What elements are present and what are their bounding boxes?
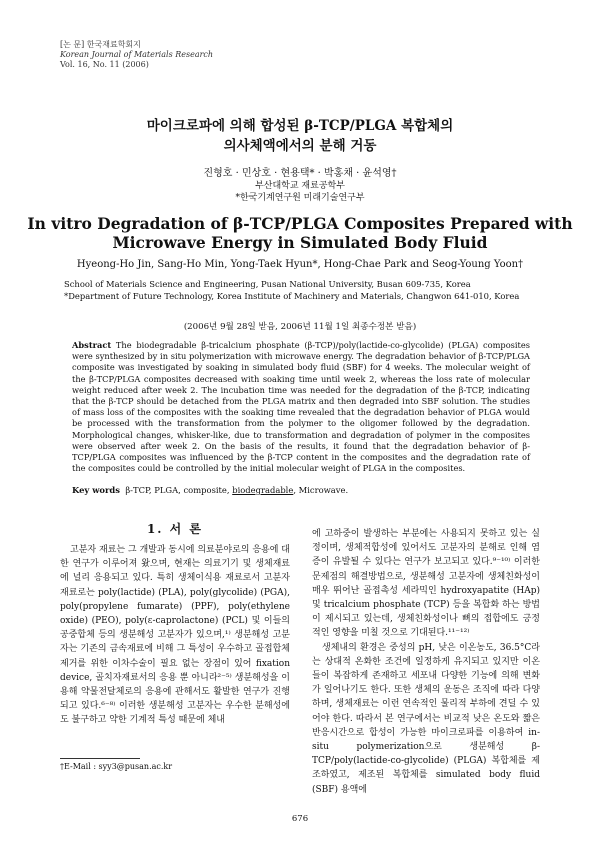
korean-affiliation-2: *한국기계연구원 미래기술연구부 [235,193,365,203]
english-title [0,214,600,252]
english-title-line-2: Microwave Energy in Simulated Body Fluid [112,233,488,252]
abstract-label: Abstract [72,340,112,350]
keyword-biodegradable: biodegradable [232,485,294,495]
page-number: 676 [291,814,309,824]
right-paragraph-2: 생체내의 환경은 중성의 pH, 낮은 이온농도, 36.5°C라는 상대적 온화한 조건에 일정하게 유지되고 있지만 이온들이 복잡하게 존재하고 세포내 다양한 기능에 의해 변화가 일어나기도 한다. 또한 생체의 운동은 조직에 따라 다양하며, 생체재료는 이런 연속적인 물리적 부하에 견딜 수 있어야 한다. 따라서 본 연구에서는 비교적 낮은 온도와 짧은 반응시간으로 합성이 가능한 마이크로파를 이용하여 in-situ polymerization으로 생분해성 β-TCP/poly(lactide-co-glycolide) (PLGA) 복합체를 제조하였고, 제조된 복합체를 simulated body fluid (SBF) 용액에 [312,642,540,795]
korean-affiliation-1: 부산대학교 재료공학부 [255,181,345,191]
abstract-text: The biodegradable β-tricalcium phosphate (β-TCP)/poly(lactide-co-glycolide) (PLGA) composites were synthesized by in situ polymerization with microwave energy. The degradation behavior of β-TCP/PLGA composite was investigated by soaking in simulated body fluid (SBF) for 4 weeks. The molecular weight of the β-TCP/PLGA composites decreased with soaking time until week 2, whereas the loss rate of molecular weight reduced after week 2. The incubation time was needed for the degradation of the β-TCP, indicating that the β-TCP should be detached from the PLGA matrix and then degraded into SBF solution. The studies of mass loss of the composites with the soaking time revealed that the degradation behavior of PLGA would be processed with the transformation from the polymer to the oligomer followed by the degradation. Morphological changes, whisker-like, due to transformation and degradation of polymer in the composites were observed after week 2. On the basis of the results, it found that the degradation behavior of β-TCP/PLGA composites was influenced by the β-TCP content in the composites and the degradation rate of the composites could be controlled by the initial molecular weight of PLGA in the composites. [72,340,530,474]
journal-line-2: Korean Journal of Materials Research [60,50,214,59]
korean-title-line-1: 마이크로파에 의해 합성된 β-TCP/PLGA 복합체의 [146,118,454,134]
journal-line-3: Vol. 16, No. 11 (2006) [60,60,149,69]
english-affiliations [64,278,540,302]
keywords-before: β-TCP, PLGA, composite, [125,485,233,495]
corresponding-email-footnote: †E-Mail : syy3@pusan.ac.kr [60,762,173,771]
section-title-introduction: 1. 서 론 [146,522,204,536]
korean-authors: 진형호 · 민상호 · 현용택* · 박홍채 · 윤석영† [203,168,397,179]
keywords [72,485,348,495]
english-title-line-1: In vitro Degradation of β-TCP/PLGA Composites Prepared with [27,214,573,233]
journal-header [60,40,213,70]
journal-line-1: [논 문] 한국재료학회지 [60,40,141,49]
left-paragraph-1: 고분자 재료는 그 개발과 동시에 의료분야로의 응용에 대한 연구가 이루어져 왔으며, 현재는 의료기기 및 생체재료에 널리 응용되고 있다. 특히 생체이식용 재료로서 고분자 재료로는 poly(lactide) (PLA), poly(glycolide) (PGA), poly(propylene fumarate) (PPF), poly(ethylene oxide) (PEO), poly(ε-caprolactone) (PCL) 및 이들의 공중합체 등의 생분해성 고분자가 있으며,¹⁾ 생분해성 고분자는 기존의 금속재료에 비해 그 특성이 우수하고 골접합체 제거를 위한 이차수술이 필요 없는 장점이 있어 fixation device, 골치자재료서의 응용 뿐 아니라²⁻⁵⁾ 생분해성을 이용해 약물전달체로의 응용에 관해서도 활발한 연구가 진행되고 있다.⁶⁻⁸⁾ 이러한 생분해성 고분자는 우수한 분해성에도 불구하고 약한 기계적 특성 때문에 체내 [60,545,290,726]
received-dates: (2006년 9월 28일 받음, 2006년 11월 1일 최종수정본 받음) [183,322,417,332]
keywords-label: Key words [72,485,120,495]
abstract [72,340,530,474]
korean-affiliations [0,180,600,204]
footnote-divider [60,758,140,759]
english-affiliation-1: School of Materials Science and Engineering, Pusan National University, Busan 609-735, Korea [64,279,471,289]
left-column [60,543,290,728]
right-paragraph-1: 에 고하중이 발생하는 부분에는 사용되지 못하고 있는 실정이며, 생체적합성에 있어서도 고분자의 분해로 인해 염증이 유발될 수 있다는 연구가 보고되고 있다.⁹⁻¹⁰⁾ 이러한 문제점의 해결방법으로, 생분해성 고분자에 생체친화성이 매우 뛰어난 골접촉성 세라믹인 hydroxyapatite (HAp) 및 tricalcium phosphate (TCP) 등을 복합화 하는 방법이 제시되고 있는데, 생체친화성이나 뼈의 접합에도 긍정적인 영향을 미칠 것으로 기대된다.¹¹⁻¹²⁾ [312,529,540,639]
korean-title-line-2: 의사체액에서의 분해 거동 [223,138,377,154]
english-authors: Hyeong-Ho Jin, Sang-Ho Min, Yong-Taek Hyun*, Hong-Chae Park and Seog-Young Yoon† [76,259,524,270]
keywords-after: , Microwave. [293,485,349,495]
right-column [312,527,540,797]
korean-title [0,116,600,156]
english-affiliation-2: *Department of Future Technology, Korea Institute of Machinery and Materials, Changwon 641-010, Korea [64,291,520,301]
